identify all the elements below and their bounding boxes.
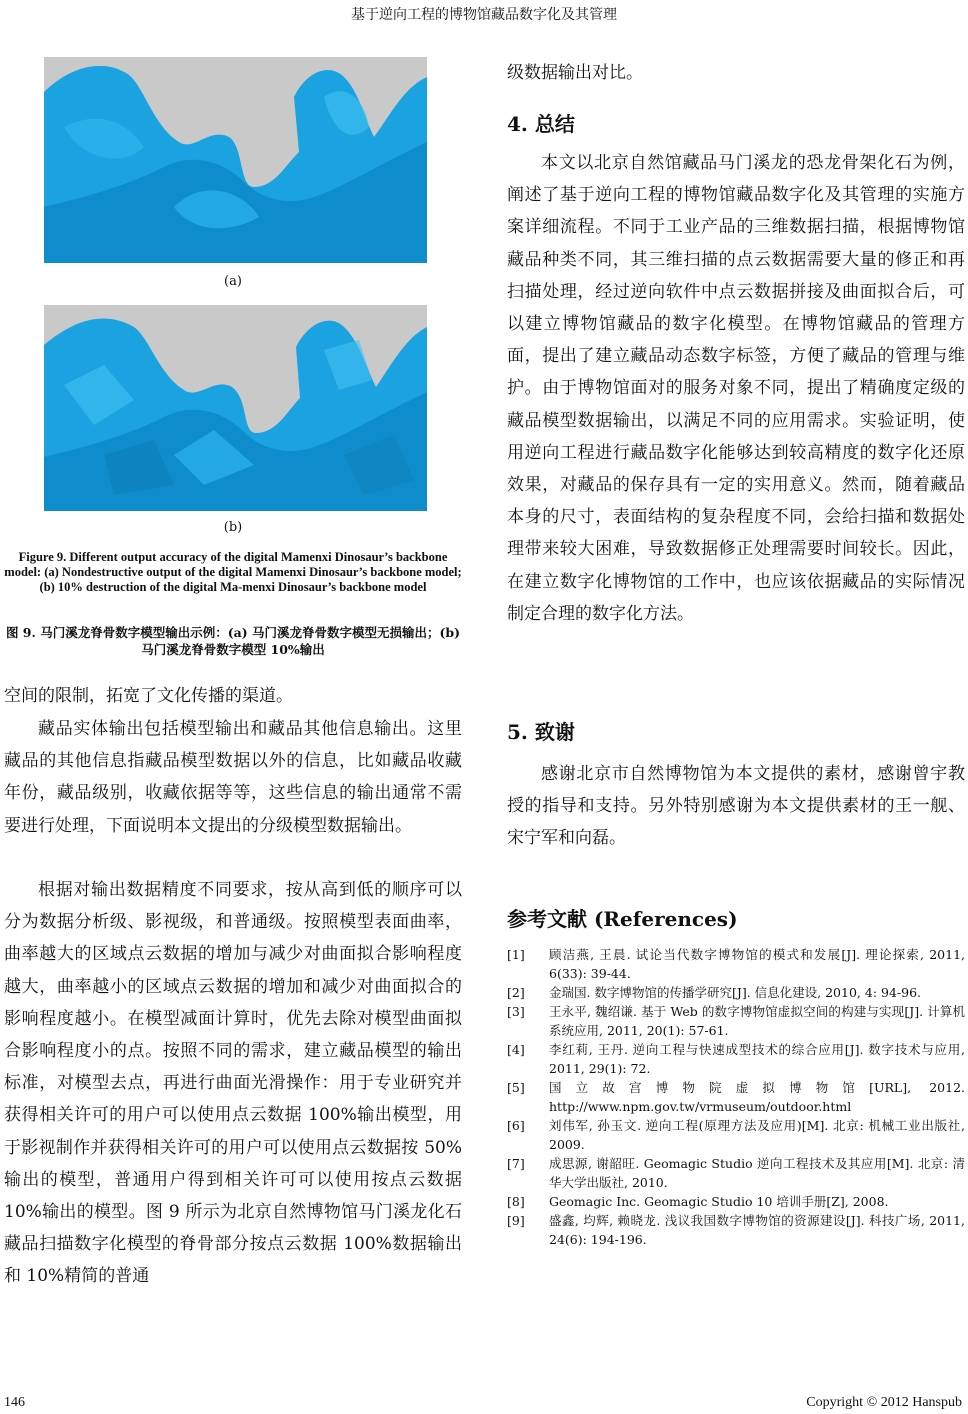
figure-label-a: (a) [224,274,242,289]
acknowledgement-paragraph: 感谢北京市自然博物馆为本文提供的素材，感谢曾宇教授的指导和支持。另外特别感谢为本文提供素材的王一舰、宋宁军和向磊。 [507,764,965,849]
left-paragraph-1: 空间的限制，拓宽了文化传播的渠道。 [4,686,293,706]
figure-caption-zh: 图 9. 马门溪龙脊骨数字模型输出示例：(a) 马门溪龙脊骨数字模型无损输出；(b) 马门溪龙脊骨数字模型 10%输出 [5,625,461,657]
figure-caption-en: Figure 9. Different output accuracy of the digital Mamenxi Dinosaur’s backbone model: (a) Nondestructive output of the digital Mamenxi Dinosaur’s backbone model; (b) 10% destruction of the digital Ma-menxi Dinosaur’s backbone model [4,550,462,594]
reference-item [507,1192,965,1211]
copyright-notice: Copyright © 2012 Hanspub [806,1395,962,1410]
figure-9a-image [44,57,427,263]
reference-text: Geomagic Inc. Geomagic Studio 10 培训手册[Z], 2008. [549,1194,889,1209]
left-paragraph-3: 根据对输出数据精度不同要求，按从高到低的顺序可以分为数据分析级、影视级，和普通级。按照模型表面曲率，曲率越大的区域点云数据的增加与减少对曲面拟合影响程度越大，曲率越小的区域点云数据的增加和减少对曲面拟合的影响程度越小。在模型减面计算时，优先去除对模型曲面拟合影响程度小的点。按照不同的需求，建立藏品模型的输出标准，对模型去点，再进行曲面光滑操作：用于专业研究并获得相关许可的用户可以使用点云数据 100%输出模型，用于影视制作并获得相关许可的用户可以使用点云数据按 50%输出的模型，普通用户得到相关许可可以使用按点云数据 10%输出的模型。图 9 所示为北京自然博物馆马门溪龙化石藏品扫描数字化模型的脊骨部分按点云数据 100%数据输出和 10%精简的普通 [4,880,462,1287]
reference-item [507,983,965,1002]
reference-item [507,945,965,983]
figure-label-b: (b) [223,520,243,535]
reference-number: [5] [507,1080,525,1095]
reference-text: 盛鑫, 均辉, 赖晓龙. 浅议我国数字博物馆的资源建设[J]. 科技广场, 2011, 24(6): 194-196. [549,1213,965,1247]
running-title: 基于逆向工程的博物馆藏品数字化及其管理 [351,7,617,23]
reference-text: 金瑞国. 数字博物馆的传播学研究[J]. 信息化建设, 2010, 4: 94-96. [549,985,922,1000]
reference-item [507,1078,965,1116]
reference-item [507,1002,965,1040]
reference-number: [4] [507,1042,525,1057]
reference-number: [8] [507,1194,525,1209]
reference-number: [3] [507,1004,525,1019]
left-paragraph-2: 藏品实体输出包括模型输出和藏品其他信息输出。这里藏品的其他信息指藏品模型数据以外的信息，比如藏品收藏年份，藏品级别，收藏依据等等，这些信息的输出通常不需要进行处理，下面说明本文提出的分级模型数据输出。 [4,719,462,836]
reference-number: [7] [507,1156,525,1171]
backbone-model-render-a [44,57,427,263]
reference-item [507,1040,965,1078]
references-heading: 参考文献 (References) [507,907,738,931]
reference-number: [6] [507,1118,525,1133]
reference-item [507,1116,965,1154]
right-paragraph-continued: 级数据输出对比。 [507,63,643,83]
section-heading-acknowledgement: 5. 致谢 [507,720,575,744]
reference-text: 国立故宫博物院虚拟博物馆[URL], 2012. http://www.npm.gov.tw/vrmuseum/outdoor.html [549,1080,965,1114]
backbone-model-render-b [44,305,427,511]
reference-text: 王永平, 魏绍谦. 基于 Web 的数字博物馆虚拟空间的构建与实现[J]. 计算机系统应用, 2011, 20(1): 57-61. [549,1004,965,1038]
reference-text: 李红莉, 王丹. 逆向工程与快速成型技术的综合应用[J]. 数字技术与应用, 2011, 29(1): 72. [549,1042,965,1076]
reference-text: 刘伟军, 孙玉文. 逆向工程(原理方法及应用)[M]. 北京: 机械工业出版社, 2009. [549,1118,965,1152]
reference-item [507,1154,965,1192]
section-heading-summary: 4. 总结 [507,112,575,136]
reference-number: [9] [507,1213,525,1228]
reference-number: [1] [507,947,525,962]
reference-number: [2] [507,985,525,1000]
reference-item [507,1211,965,1249]
summary-paragraph: 本文以北京自然馆藏品马门溪龙的恐龙骨架化石为例，阐述了基于逆向工程的博物馆藏品数字化及其管理的实施方案详细流程。不同于工业产品的三维数据扫描，根据博物馆藏品种类不同，其三维扫描的点云数据需要大量的修正和再扫描处理，经过逆向软件中点云数据拼接及曲面拟合后，可以建立博物馆藏品的数字化模型。在博物馆藏品的管理方面，提出了建立藏品动态数字标签，方便了藏品的管理与维护。由于博物馆面对的服务对象不同，提出了精确度定级的藏品模型数据输出，以满足不同的应用需求。实验证明，使用逆向工程进行藏品数字化能够达到较高精度的数字化还原效果，对藏品的保存具有一定的实用意义。然而，随着藏品本身的尺寸，表面结构的复杂程度不同，会给扫描和数据处理带来较大困难，导致数据修正处理需要时间较长。因此，在建立数字化博物馆的工作中，也应该依据藏品的实际情况制定合理的数字化方法。 [507,153,965,624]
figure-9b-image [44,305,427,511]
reference-text: 顾洁燕, 王晨. 试论当代数字博物馆的模式和发展[J]. 理论探索, 2011, 6(33): 39-44. [549,947,965,981]
page-number: 146 [4,1395,25,1410]
reference-text: 成思源, 谢韶旺. Geomagic Studio 逆向工程技术及其应用[M]. 北京: 清华大学出版社, 2010. [549,1156,965,1190]
reference-list [507,945,965,1249]
